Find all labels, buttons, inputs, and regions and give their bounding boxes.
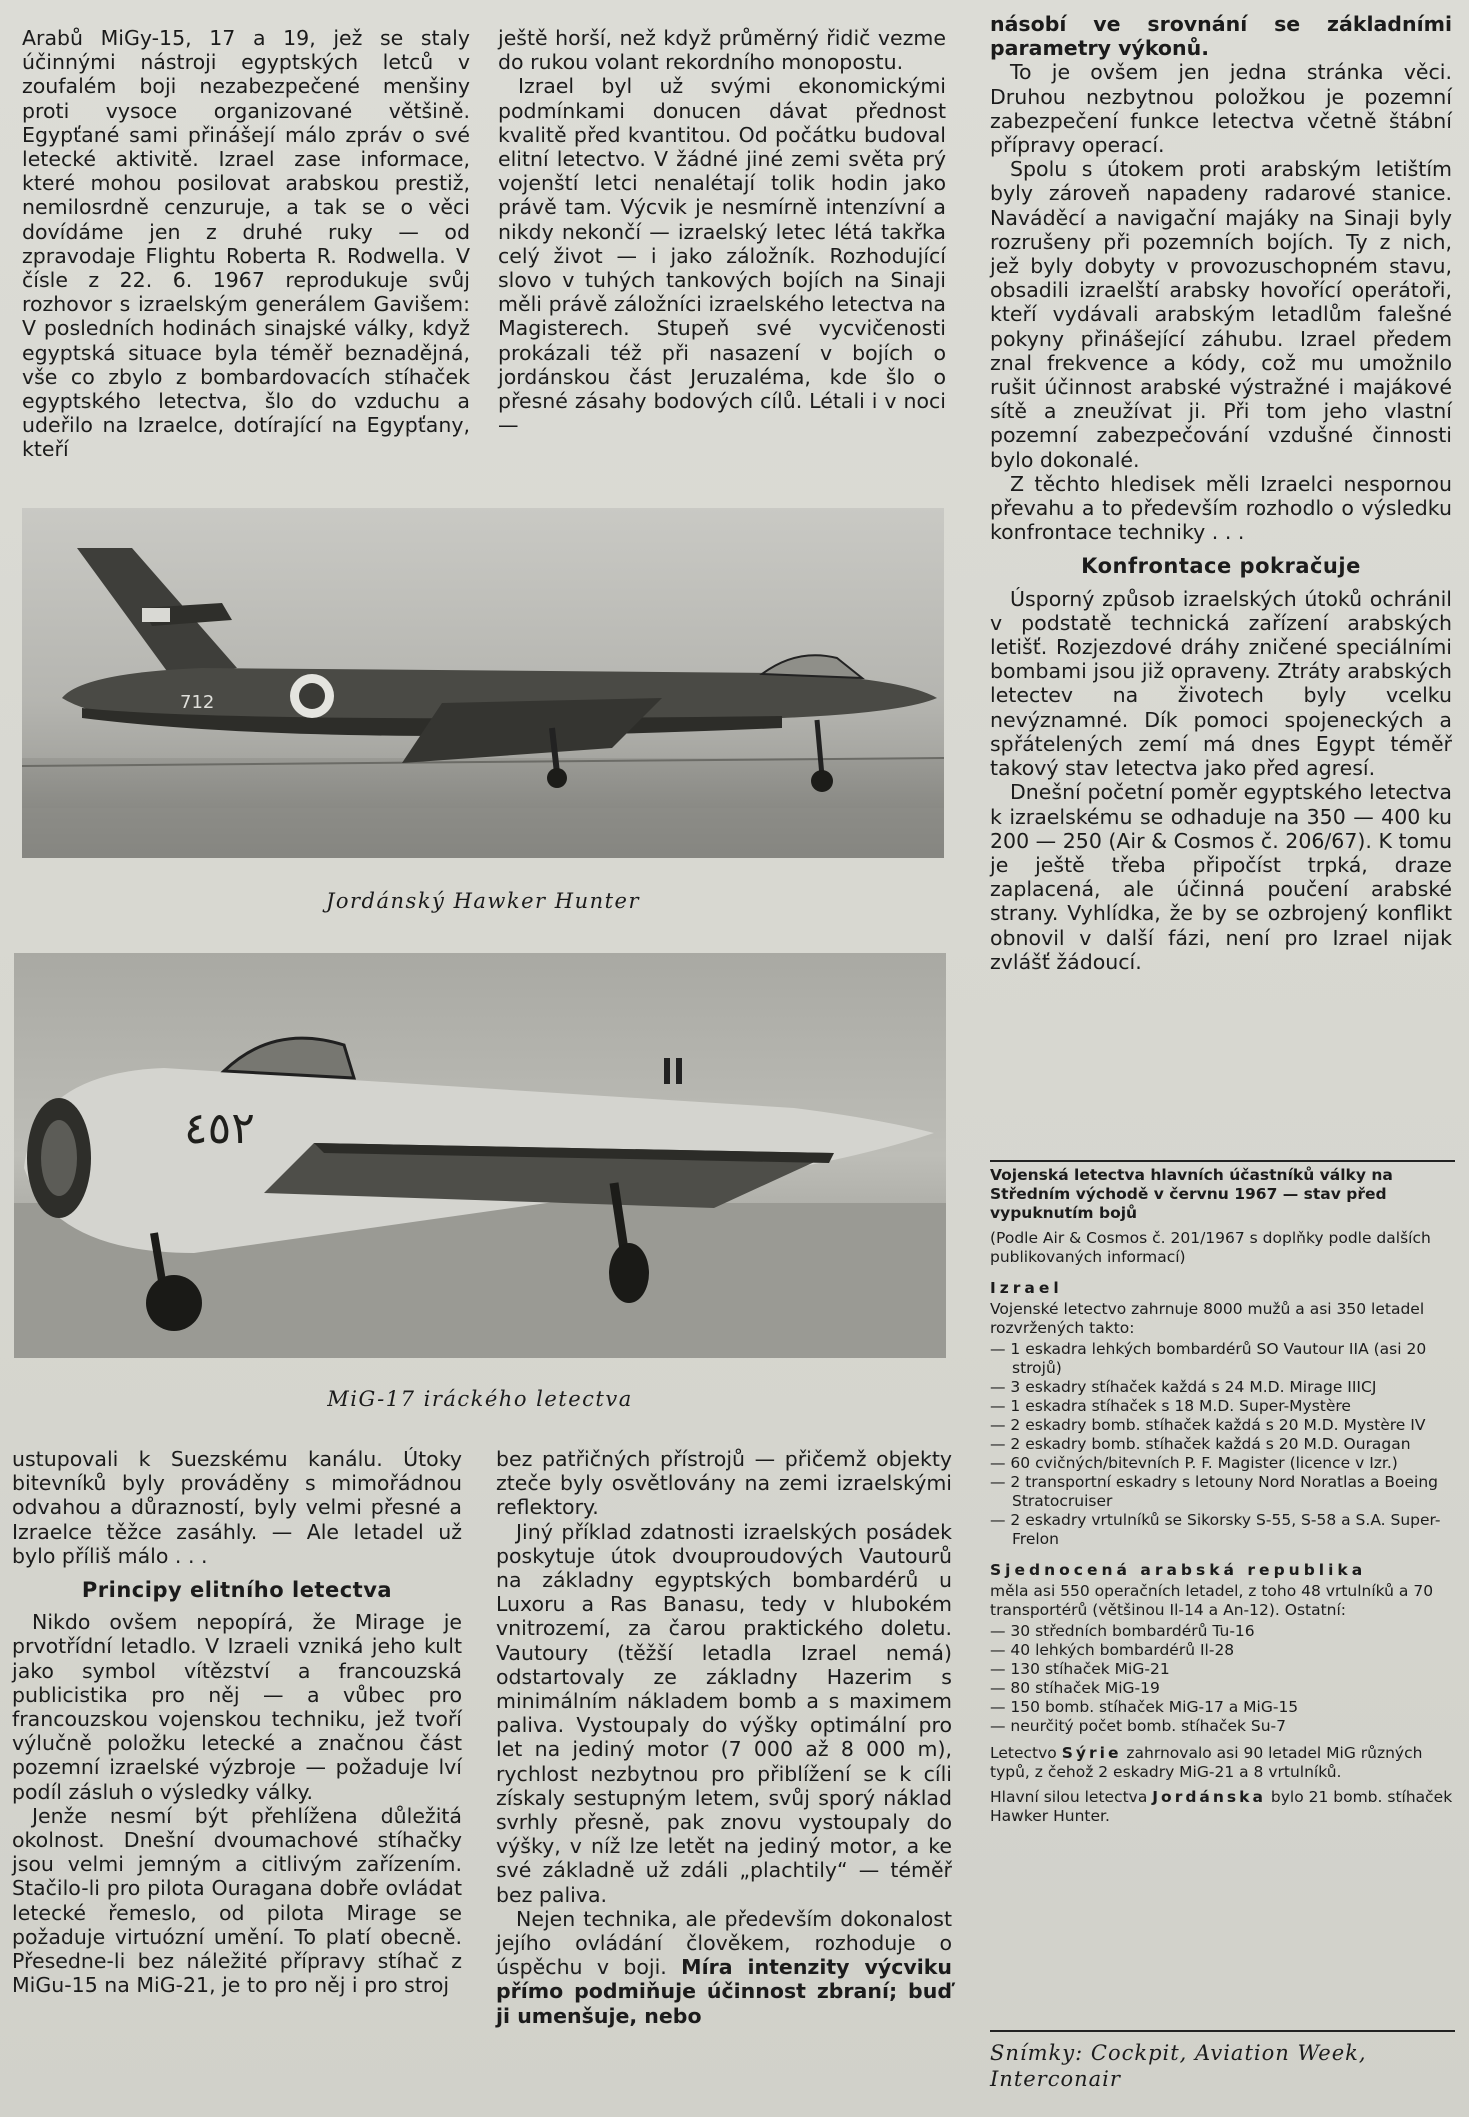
paragraph: Jenže nesmí být přehlížena důležitá okolnost. Dnešní dvoumachové stíhačky jsou velmi jemným a citlivým zařízením. Stačilo-li pro pilota Ouragana dobře ovládat letecké řemeslo, od pilota Mirage se požaduje virtuózní umění. To platí obecně. Přesedne-li bez náležité přípravy stíhač z MiGu-15 na MiG-21, je to pro něj i pro stroj (12, 1803, 462, 1998)
section-heading: Principy elitního letectva (81, 1578, 393, 1603)
paragraph: Úsporný způsob izraelských útoků ochránil v podstatě technická zařízení arabských letišť. Rozjezdové dráhy zničené speciálními bombami jsou již opraveny. Ztráty arabských letectev na životech byly vcelku nevýznamné. Dík pomoci spojeneckých a spřátelených zemí má dnes Egypt téměř takový stav letectva jako před agresí. (990, 586, 1452, 781)
section-heading: Konfrontace pokračuje (1081, 554, 1361, 579)
list-item: — 60 cvičných/bitevních P. F. Magister (licence v Izr.) (990, 1454, 1398, 1472)
bold-text: násobí ve srovnání se základními parametry výkonů. (990, 12, 1452, 61)
syria-word: Sýrie (1061, 1744, 1122, 1762)
aircraft-number: ٤٥٢ (184, 1103, 255, 1154)
paragraph-text: Nejen technika, ale především dokonalost jejího ovládání člověkem, rozhoduje o úspěchu v boji. (496, 1906, 952, 1980)
photo-caption-hawker: Jordánský Hawker Hunter (325, 889, 641, 913)
paragraph: bez patřičných přístrojů — přičemž objekty zteče byly osvětlovány na zemi izraelskými reflektory. (496, 1447, 952, 1520)
column-2-bottom (496, 1447, 952, 2028)
list-item: — 3 eskadry stíhaček každá s 24 M.D. Mirage IIICJ (990, 1378, 1377, 1396)
list-item: — 30 středních bombardérů Tu-16 (990, 1622, 1255, 1640)
list-item: — 150 bomb. stíhaček MiG-17 a MiG-15 (990, 1698, 1299, 1716)
uar-list (990, 1622, 1455, 1736)
jordan-prefix: Hlavní silou letectva (990, 1788, 1148, 1806)
paragraph: Z těchto hledisek měli Izraelci nespornou převahu a to především rozhodlo o výsledku konfrontace techniky . . . (990, 471, 1452, 545)
jordan-word: Jordánska (1152, 1788, 1266, 1806)
uar-heading: Sjednocená arabská republika (990, 1561, 1367, 1579)
syria-text (990, 1744, 1455, 1782)
uar-intro: měla asi 550 operačních letadel, z toho 48 vrtulníků a 70 transportérů (většinou Il-14 a An-12). Ostatní: (990, 1582, 1434, 1619)
syria-body: zahrnovalo asi 90 letadel MiG různých typů, z čehož 2 eskadry MiG-21 a 8 vrtulníků. (990, 1744, 1423, 1781)
box-title: Vojenská letectva hlavních účastníků války na Středním východě v červnu 1967 — stav před vypuknutím bojů (990, 1160, 1455, 1223)
list-item: — 2 eskadry vrtulníků se Sikorsky S-55, S-58 a S.A. Super-Frelon (990, 1511, 1441, 1548)
column-2-top (498, 26, 946, 437)
photo-credits: Snímky: Cockpit, Aviation Week, Interconair (990, 2030, 1455, 2092)
photo-mig-17 (14, 953, 946, 1358)
paragraph: Izrael byl už svými ekonomickými podmínkami donucen dávat přednost kvalitě před kvantitou. Od počátku budoval elitní letectvo. V žádné jiné zemi světa prý vojenští letci nenalétají tolik hodin jako právě tam. Výcvik je nesmírně intenzívní a nikdy nekončí — izraelský letec létá takřka celý život — i jako záložník. Rozhodující slovo v tuhých tankových bojích na Sinaji měli právě záložníci izraelského letectva na Magisterech. Stupeň své vycvičenosti prokázali též při nasazení v bojích o jordánskou část Jeruzaléma, kde šlo o přesné zásahy bodových cílů. Létali i v noci — (498, 74, 946, 438)
list-item: — 2 eskadry bomb. stíhaček každá s 20 M.D. Ouragan (990, 1435, 1411, 1453)
photo-hawker-hunter (22, 508, 944, 858)
israel-list (990, 1340, 1455, 1549)
jordan-text (990, 1788, 1455, 1826)
israel-intro: Vojenské letectvo zahrnuje 8000 mužů a asi 350 letadel rozvržených takto: (990, 1300, 1425, 1337)
list-item: — 1 eskadra lehkých bombardérů SO Vautour IIA (asi 20 strojů) (990, 1340, 1427, 1377)
paragraph: ještě horší, než když průměrný řidič vezme do rukou volant rekordního monopostu. (498, 26, 946, 75)
list-item: — 80 stíhaček MiG-19 (990, 1679, 1160, 1697)
bold-text: Míra intenzity výcviku přímo podmiňuje účinnost zbraní; buď ji umenšuje, nebo (496, 1955, 952, 2028)
paragraph: ustupovali k Suezskému kanálu. Útoky bitevníků byly prováděny s mimořádnou odvahou a důrazností, byly velmi přesné a Izraelce těžce zasáhly. — Ale letadel už bylo příliš málo . . . (12, 1447, 462, 1568)
column-1-bottom (12, 1447, 462, 1997)
paragraph (496, 1907, 952, 2028)
air-forces-box (990, 1160, 1455, 1828)
list-item: — 2 eskadry bomb. stíhaček každá s 20 M.D. Mystère IV (990, 1416, 1426, 1434)
paragraph: Dnešní početní poměr egyptského letectva k izraelskému se odhaduje na 350 — 400 ku 200 — 250 (Air & Cosmos č. 206/67). K tomu je ještě třeba připočíst trpká, draze zaplacená, ale účinná poučení arabské strany. Vyhlídka, že by se ozbrojený konflikt obnovil v další fázi, není pro Izrael nijak zvlášť žádoucí. (990, 780, 1452, 974)
list-item: — 40 lehkých bombardérů Il-28 (990, 1641, 1235, 1659)
list-item: — neurčitý počet bomb. stíhaček Su-7 (990, 1717, 1287, 1735)
paragraph: Nikdo ovšem nepopírá, že Mirage je prvotřídní letadlo. V Izraeli vzniká jeho kult jako symbol vítězství a francouzská publicistika pro něj — a vůbec pro francouzskou vojenskou techniku, jež tvoří výlučně položku letecké a značnou část pozemní izraelské výzbroje — požaduje lví podíl zásluh o výsledky války. (12, 1610, 462, 1804)
paragraph: Jiný příklad zdatnosti izraelských posádek poskytuje útok dvouproudových Vautourů na základny egyptských bombardérů u Luxoru a Ras Banasu, tedy v hlubokém vnitrozemí, za čarou praktického doletu. Vautoury (těžší letadla Izrael nemá) odstartovaly ze základny Hazerim s minimálním nákladem bomb a s maximem paliva. Vystoupaly do výšky optimální pro let na jediný motor (7 000 až 8 000 m), rychlost nezbytnou pro přiblížení se k cíli získaly sestupným letem, svůj sporý náklad svrhly přesně, pak znovu vystoupaly do výšky, v níž lze letět na jediný motor, a ke své základně už zdáli „plachtily“ — téměř bez paliva. (496, 1519, 952, 1907)
paragraph: To je ovšem jen jedna stránka věci. Druhou nezbytnou položkou je pozemní zabezpečení funkce letectva včetně štábní přípravy operací. (990, 60, 1452, 158)
column-1-top (22, 26, 470, 462)
israel-heading: Izrael (990, 1279, 1063, 1297)
tail-number: 712 (180, 692, 215, 713)
box-source: (Podle Air & Cosmos č. 201/1967 s doplňky podle dalších publikovaných informací) (990, 1229, 1431, 1266)
jordan-body: bylo 21 bomb. stíhaček Hawker Hunter. (990, 1788, 1453, 1825)
hawker-hunter-image (22, 508, 944, 858)
column-3 (990, 12, 1452, 974)
list-item: — 130 stíhaček MiG-21 (990, 1660, 1170, 1678)
list-item: — 2 transportní eskadry s letouny Nord Noratlas a Boeing Stratocruiser (990, 1473, 1438, 1510)
photo-caption-mig: MiG-17 iráckého letectva (327, 1387, 633, 1411)
list-item: — 1 eskadra stíhaček s 18 M.D. Super-Mystère (990, 1397, 1351, 1415)
paragraph-bold (990, 12, 1452, 60)
paragraph: Arabů MiGy-15, 17 a 19, jež se staly účinnými nástroji egyptských letců v zoufalém boji nezabezpečené menšiny proti vysoce organizované většině. Egypťané sami přinášejí málo zpráv o své letecké aktivitě. Izrael zase informace, které mohou posilovat arabskou prestiž, nemilosrdně cenzuruje, a tak se o věci dovídáme jen z druhé ruky — od zpravodaje Flightu Roberta R. Rodwella. V čísle z 22. 6. 1967 reprodukuje svůj rozhovor s izraelským generálem Gavišem: V posledních hodinách sinajské války, když egyptská situace byla téměř beznadějná, vše co zbylo z bombardovacích stíhaček egyptského letectva, šlo do vzduchu a udeřilo na Izraelce, dotírající na Egypťany, kteří (22, 26, 470, 462)
paragraph: Spolu s útokem proti arabským letištím byly zároveň napadeny radarové stanice. Naváděcí a navigační majáky na Sinaji byly rozrušeny při pozemních bojích. Ty z nich, jež byly dobyty v provozuschopném stavu, obsadili izraelští arabsky hovořící operátoři, kteří vydávali arabským letadlům falešné pokyny přinášející záhubu. Izrael předem znal frekvence a kódy, což mu umožnilo rušit účinnost arabské výstražné i majákové sítě a zneužívat ji. Při tom jeho vlastní pozemní zabezpečování vzdušné činnosti bylo dokonalé. (990, 157, 1452, 472)
mig-17-image (14, 953, 946, 1358)
syria-prefix: Letectvo (990, 1744, 1057, 1762)
